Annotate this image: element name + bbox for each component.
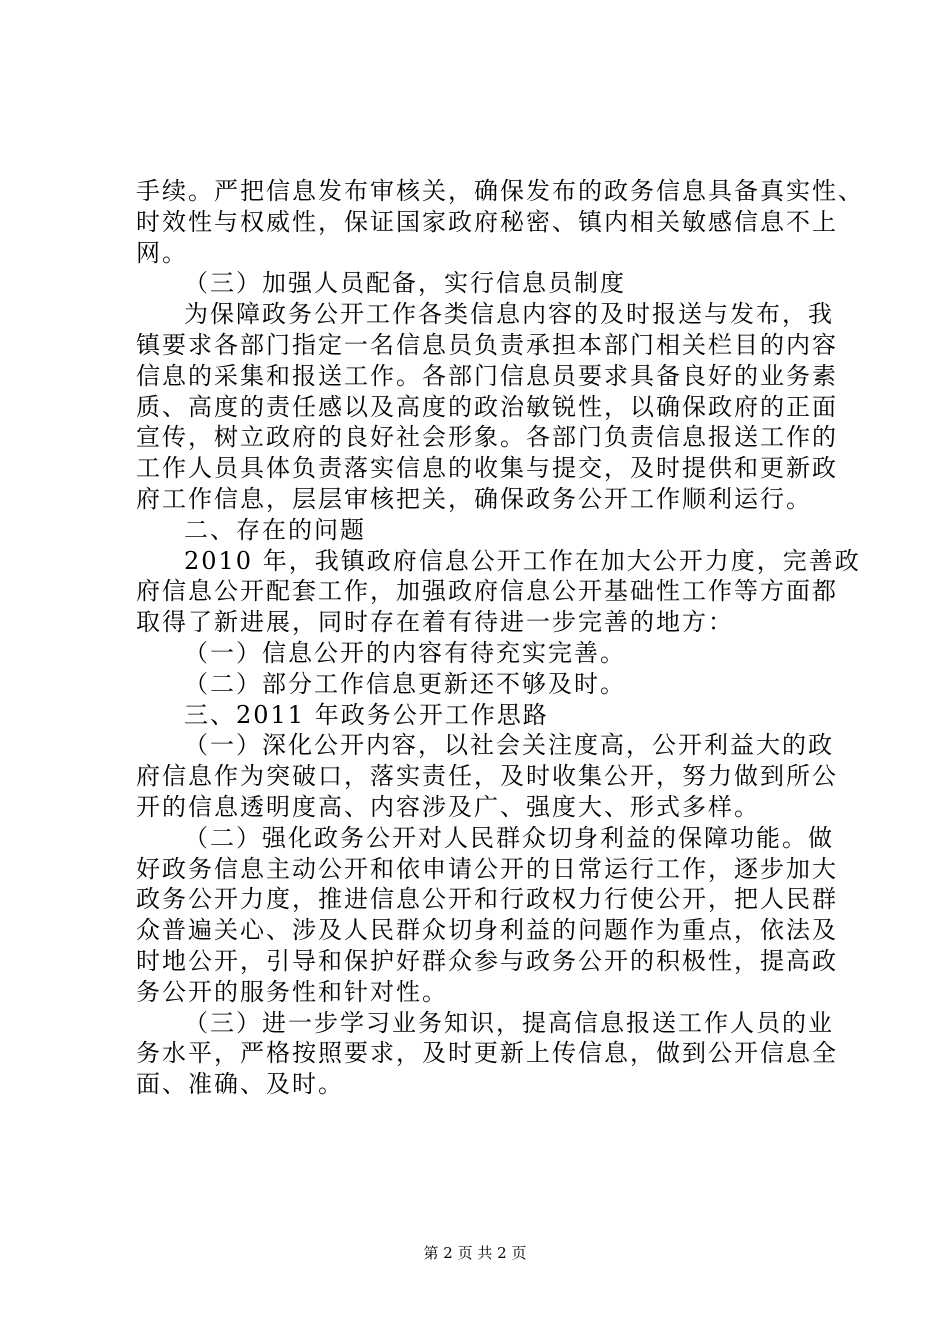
text-line: 网。 [136, 238, 188, 267]
text-line: 开的信息透明度高、内容涉及广、强度大、形式多样。 [136, 792, 760, 821]
text-line: 好政务信息主动公开和依申请公开的日常运行工作，逐步加大 [136, 854, 838, 883]
text-line: 政务公开力度，推进信息公开和行政权力行使公开，把人民群 [136, 885, 838, 914]
text-line: （三）进一步学习业务知识，提高信息报送工作人员的业 [184, 1008, 834, 1037]
text-line: 宣传，树立政府的良好社会形象。各部门负责信息报送工作的 [136, 423, 838, 452]
document-body [136, 176, 864, 1100]
text-line: 工作人员具体负责落实信息的收集与提交，及时提供和更新政 [136, 454, 838, 483]
text-line: （二）部分工作信息更新还不够及时。 [184, 669, 626, 698]
text-line: 务公开的服务性和针对性。 [136, 977, 448, 1006]
text-line: 取得了新进展，同时存在着有待进一步完善的地方： [136, 608, 734, 637]
text-line: 务水平，严格按照要求，及时更新上传信息，做到公开信息全 [136, 1039, 838, 1068]
text-line: （三）加强人员配备，实行信息员制度 [184, 269, 626, 298]
text-line: 面、准确、及时。 [136, 1070, 344, 1099]
text-line: 信息的采集和报送工作。各部门信息员要求具备良好的业务素 [136, 361, 838, 390]
text-line: 三、2011 年政务公开工作思路 [184, 700, 549, 729]
text-line: 2010 年，我镇政府信息公开工作在加大公开力度，完善政 [184, 546, 861, 575]
text-line: 时效性与权威性，保证国家政府秘密、镇内相关敏感信息不上 [136, 207, 838, 236]
text-line: 府信息作为突破口，落实责任，及时收集公开，努力做到所公 [136, 762, 838, 791]
text-line: 府工作信息，层层审核把关，确保政务公开工作顺利运行。 [136, 484, 812, 513]
text-line: 二、存在的问题 [184, 515, 366, 544]
text-line: 手续。严把信息发布审核关，确保发布的政务信息具备真实性、 [136, 177, 864, 205]
text-line: 质、高度的责任感以及高度的政治敏锐性，以确保政府的正面 [136, 392, 838, 421]
text-line: （二）强化政务公开对人民群众切身利益的保障功能。做 [184, 823, 834, 852]
text-line: （一）深化公开内容，以社会关注度高，公开利益大的政 [184, 731, 834, 760]
text-line: 府信息公开配套工作，加强政府信息公开基础性工作等方面都 [136, 577, 838, 606]
text-line: 众普遍关心、涉及人民群众切身利益的问题作为重点，依法及 [136, 916, 838, 945]
page-footer: 第 2 页 共 2 页 [423, 1244, 527, 1262]
text-line: 为保障政务公开工作各类信息内容的及时报送与发布，我 [184, 300, 834, 329]
text-line: （一）信息公开的内容有待充实完善。 [184, 638, 626, 667]
text-line: 时地公开，引导和保护好群众参与政务公开的积极性，提高政 [136, 946, 838, 975]
text-line: 镇要求各部门指定一名信息员负责承担本部门相关栏目的内容 [136, 330, 838, 359]
